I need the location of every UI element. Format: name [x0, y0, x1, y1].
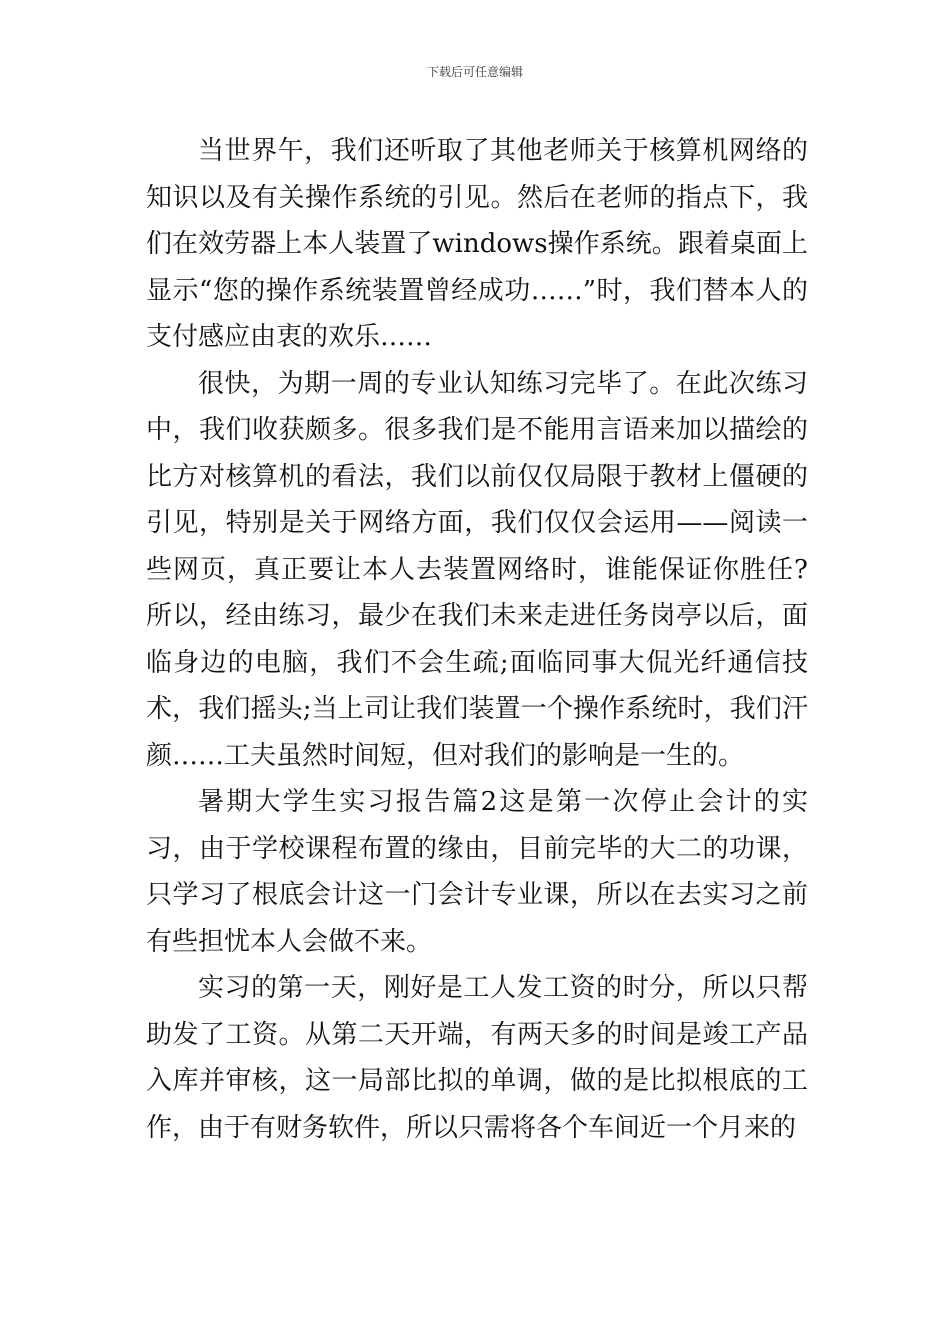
document-body — [146, 128, 808, 1151]
page-header-note: 下载后可任意编辑 — [426, 65, 523, 79]
paragraph-3: 暑期大学生实习报告篇2这是第一次停止会计的实习，由于学校课程布置的缘由，目前完毕的大二的功课，只学习了根底会计这一门会计专业课，所以在去实习之前有些担忧本人会做不来。 — [146, 787, 808, 957]
paragraph-1: 当世界午，我们还听取了其他老师关于核算机网络的知识以及有关操作系统的引见。然后在老师的指点下，我们在效劳器上本人装置了windows操作系统。跟着桌面上显示“您的操作系统装置曾经成功……”时，我们替本人的支付感应由衷的欢乐…… — [146, 136, 808, 352]
paragraph-4: 实习的第一天，刚好是工人发工资的时分，所以只帮助发了工资。从第二天开端，有两天多的时间是竣工产品入库并审核，这一局部比拟的单调，做的是比拟根底的工作，由于有财务软件，所以只需将各个车间近一个月来的 — [146, 973, 808, 1143]
paragraph-2: 很快，为期一周的专业认知练习完毕了。在此次练习中，我们收获颇多。很多我们是不能用言语来加以描绘的比方对核算机的看法，我们以前仅仅局限于教材上僵硬的引见，特别是关于网络方面，我们仅仅会运用——阅读一些网页，真正要让本人去装置网络时，谁能保证你胜任?所以，经由练习，最少在我们未来走进任务岗亭以后，面临身边的电脑，我们不会生疏;面临同事大侃光纤通信技术，我们摇头;当上司让我们装置一个操作系统时，我们汗颜……工夫虽然时间短，但对我们的影响是一生的。 — [146, 368, 808, 771]
